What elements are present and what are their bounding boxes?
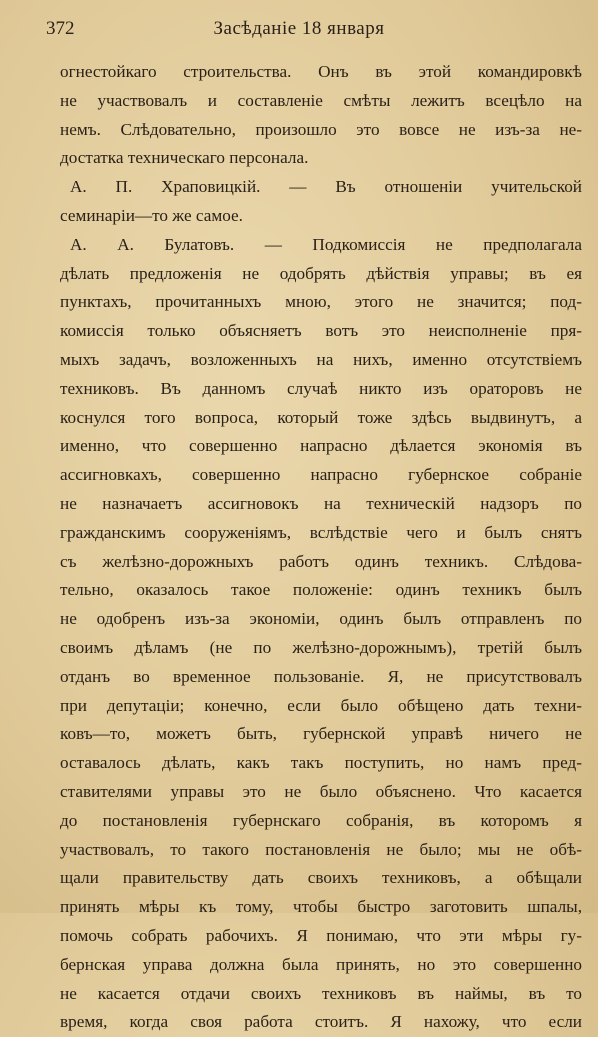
text-line: пунктахъ, прочитанныхъ мною, этого не значится; под- [60, 292, 582, 312]
page-header [46, 14, 552, 42]
text-line: ассигновкахъ, совершенно напрасно губернское собраніе [60, 465, 582, 485]
text-line: не одобренъ изъ-за экономіи, одинъ былъ отправленъ по [60, 609, 582, 629]
text-line: ковъ—то, можетъ быть, губернской управѣ ничего не [60, 724, 582, 744]
text-line: не участвовалъ и составленіе смѣты лежитъ всецѣло на [60, 90, 582, 110]
text-line: техниковъ. Въ данномъ случаѣ никто изъ ораторовъ не [60, 378, 582, 398]
text-line: до постановленія губернскаго собранія, въ которомъ я [60, 810, 582, 830]
running-title: Засѣданіе 18 января [213, 18, 385, 39]
text-line: семинаріи—то же самое. [60, 205, 243, 225]
text-line: оставалось дѣлать, какъ такъ поступить, но намъ пред- [60, 753, 582, 773]
text-line: немъ. Слѣдовательно, произошло это вовсе не изъ-за не- [60, 119, 582, 139]
text-line: участвовалъ, то такого постановленія не было; мы не обѣ- [60, 839, 582, 859]
text-line: при депутаціи; конечно, если было обѣщено дать техни- [60, 695, 582, 715]
text-line: коснулся того вопроса, который тоже здѣсь выдвинутъ, а [60, 407, 582, 427]
text-line: комиссія только объясняетъ вотъ это неисполненіе пря- [60, 321, 582, 341]
text-line: своимъ дѣламъ (не по желѣзно-дорожнымъ), третій былъ [60, 637, 582, 657]
text-line: именно, что совершенно напрасно дѣлается экономія въ [60, 436, 582, 456]
text-line: достатка техническаго персонала. [60, 148, 309, 168]
text-line: щали правительству дать своихъ техниковъ, а обѣщали [60, 868, 582, 888]
text-line: ставителями управы это не было объяснено. Что касается [60, 781, 582, 801]
text-line: огнестойкаго строительства. Онъ въ этой командировкѣ [60, 62, 582, 81]
body-text [60, 58, 582, 1037]
text-line: принять мѣры къ тому, чтобы быстро заготовить шпалы, [60, 897, 582, 917]
text-line: А. А. Булатовъ. — Подкомиссія не предполагала [70, 234, 582, 254]
page-number: 372 [46, 18, 75, 39]
text-line: съ желѣзно-дорожныхъ работъ одинъ техникъ. Слѣдова- [60, 551, 582, 571]
text-line: гражданскимъ сооруженіямъ, вслѣдствіе чего и былъ снятъ [60, 522, 582, 542]
text-line: время, когда своя работа стоитъ. Я нахожу, что если [60, 1012, 582, 1032]
text-line: не касается отдачи своихъ техниковъ въ наймы, въ то [60, 983, 582, 1003]
text-line: отданъ во временное пользованіе. Я, не присутствовалъ [60, 666, 582, 686]
text-line: не назначаетъ ассигновокъ на техническій надзоръ по [60, 493, 582, 513]
text-line: дѣлать предложенія не одобрять дѣйствія управы; въ ея [60, 263, 582, 283]
text-line: бернская управа должна была принять, но это совершенно [60, 954, 582, 974]
text-line: А. П. Храповицкій. — Въ отношеніи учительской [70, 177, 582, 197]
text-line: мыхъ задачъ, возложенныхъ на нихъ, именно отсутствіемъ [60, 349, 582, 369]
text-line: помочь собрать рабочихъ. Я понимаю, что эти мѣры гу- [60, 925, 582, 945]
text-line: тельно, оказалось такое положеніе: одинъ техникъ былъ [60, 580, 582, 600]
